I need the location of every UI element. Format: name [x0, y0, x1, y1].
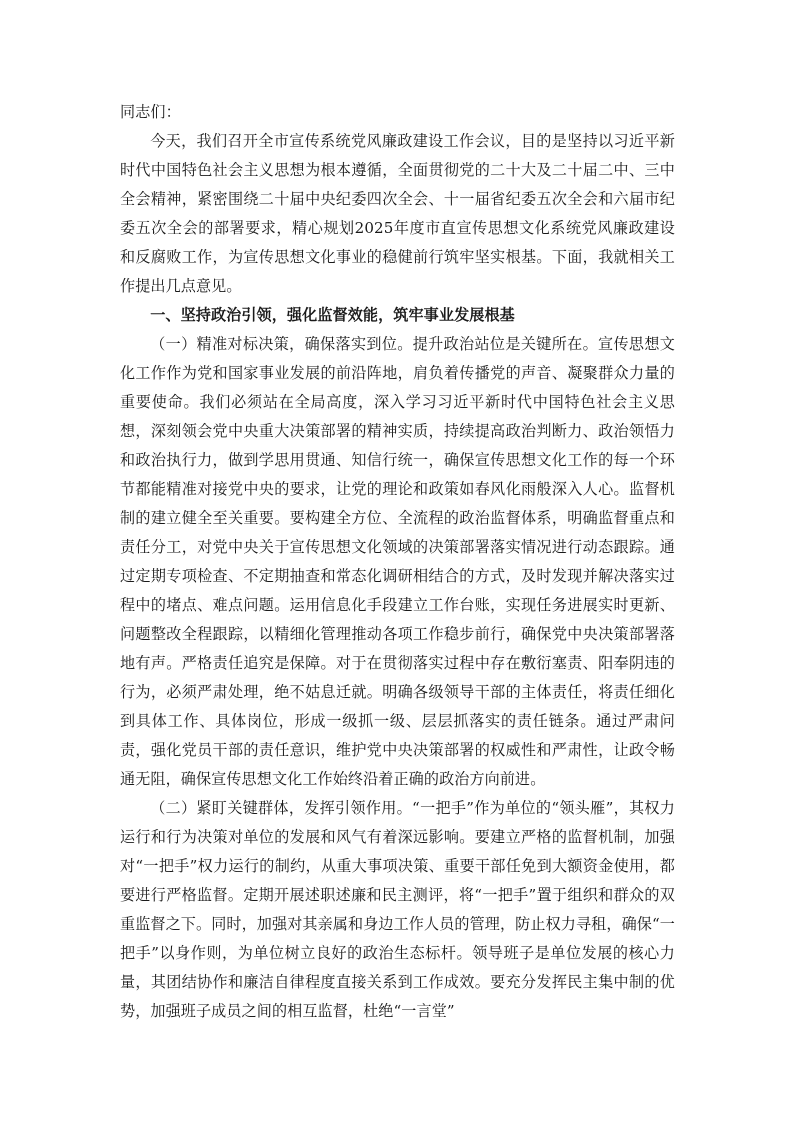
paragraph-1: （一）精准对标决策，确保落实到位。提升政治站位是关键所在。宣传思想文化工作作为党和国家事业发展的前沿阵地，肩负着传播党的声音、凝聚群众力量的重要使命。我们必须站在全局高度，深入学习习近平新时代中国特色社会主义思想，深刻领会党中央重大决策部署的精神实质，持续提高政治判断力、政治领悟力和政治执行力，做到学思用贯通、知信行统一，确保宣传思想文化工作的每一个环节都能精准对接党中央的要求，让党的理论和政策如春风化雨般深入人心。监督机制的建立健全至关重要。要构建全方位、全流程的政治监督体系，明确监督重点和责任分工，对党中央关于宣传思想文化领域的决策部署落实情况进行动态跟踪。通过定期专项检查、不定期抽查和常态化调研相结合的方式，及时发现并解决落实过程中的堵点、难点问题。运用信息化手段建立工作台账，实现任务进展实时更新、问题整改全程跟踪，以精细化管理推动各项工作稳步前行，确保党中央决策部署落地有声。严格责任追究是保障。对于在贯彻落实过程中存在敷衍塞责、阳奉阴违的行为，必须严肃处理，绝不姑息迁就。明确各级领导干部的主体责任，将责任细化到具体工作、具体岗位，形成一级抓一级、层层抓落实的责任链条。通过严肃问责，强化党员干部的责任意识，维护党中央决策部署的权威性和严肃性，让政令畅通无阻，确保宣传思想文化工作始终沿着正确的政治方向前进。 — [120, 335, 675, 788]
section-heading: 一、坚持政治引领，强化监督效能，筑牢事业发展根基 — [150, 306, 515, 324]
intro-paragraph: 今天，我们召开全市宣传系统党风廉政建设工作会议，目的是坚持以习近平新时代中国特色社会主义思想为根本遵循，全面贯彻党的二十大及二十届二中、三中全会精神，紧密围绕二十届中央纪委四次全会、十一届省纪委五次全会和六届市纪委五次全会的部署要求，精心规划2025年度市直宣传思想文化系统党风廉政建设和反腐败工作，为宣传思想文化事业的稳健前行筑牢坚实根基。下面，我就相关工作提出几点意见。 — [120, 132, 675, 295]
greeting: 同志们： — [120, 103, 181, 121]
paragraph-2: （二）紧盯关键群体，发挥引领作用。“一把手”作为单位的“领头雁”，其权力运行和行为决策对单位的发展和风气有着深远影响。要建立严格的监督机制，加强对“一把手”权力运行的制约，从重大事项决策、重要干部任免到大额资金使用，都要进行严格监督。定期开展述职述廉和民主测评，将“一把手”置于组织和群众的双重监督之下。同时，加强对其亲属和身边工作人员的管理，防止权力寻租，确保“一把手”以身作则，为单位树立良好的政治生态标杆。领导班子是单位发展的核心力量，其团结协作和廉洁自律程度直接关系到工作成效。要充分发挥民主集中制的优势，加强班子成员之间的相互监督，杜绝“一言堂” — [120, 799, 675, 1020]
document-body — [120, 98, 675, 1026]
